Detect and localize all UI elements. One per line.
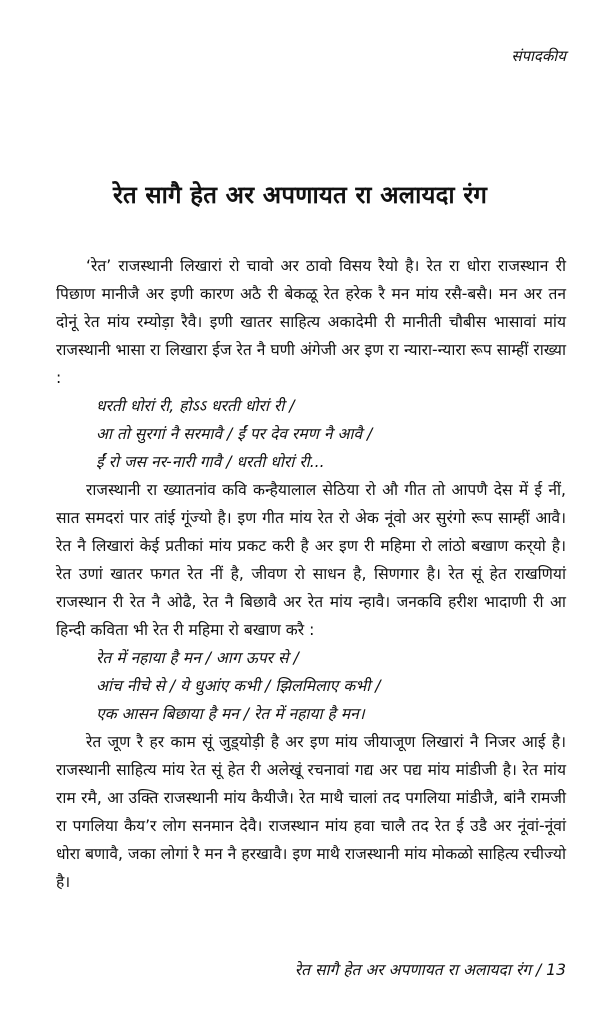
verse-line: एक आसन बिछाया है मन / रेत में नहाया है मन। [96, 705, 365, 723]
verse-line: आंच नीचे से / ये धुआंए कभी / झिलमिलाए कभी / [96, 677, 381, 695]
page-footer: रेत सागै हेत अर अपणायत रा अलायदा रंग / 13 [294, 961, 566, 979]
paragraph-2: राजस्थानी रा ख्यातनांव कवि कन्हैयालाल सेठिया रो औ गीत तो आपणै देस में ई नीं, सात समदरां पार तांई गूंज्यो है। इण गीत मांय रेत रो अेक नूंवो अर सुरंगो रूप साम्हीं आवै। रेत नै लिखारां केई प्रतीकां मांय प्रकट करी है अर इण री महिमा रो लांठो बखाण कर्‌यो है। रेत उणां खातर फगत रेत नीं है, जीवण रो साधन है, सिणगार है। रेत सूं हेत राखणियां राजस्थान री रेत नै ओढै, रेत नै बिछावै अर रेत मांय न्हावै। जनकवि हरीश भादाणी री आ हिन्दी कविता भी रेत री महिमा रो बखाण करै : [56, 481, 566, 639]
verse-block-2 [56, 644, 566, 728]
running-head: संपादकीय [511, 47, 566, 65]
article-body [56, 252, 566, 896]
verse-line: धरती धोरां री, होऽऽ धरती धोरां री / [96, 397, 295, 415]
page-title: रेत सागै हेत अर अपणायत रा अलायदा रंग [112, 181, 488, 209]
verse-line: रेत में नहाया है मन / आग ऊपर से / [96, 649, 299, 667]
paragraph-1: ‘रेत’ राजस्थानी लिखारां रो चावो अर ठावो विसय रैयो है। रेत रा धोरा राजस्थान री पिछाण मानीजै अर इणी कारण अठै री बेकळू रेत हरेक रै मन मांय रसै-बसै। मन अर तन दोनूं रेत मांय रम्योड़ा रैवै। इणी खातर साहित्य अकादेमी री मानीती चौबीस भासावां मांय राजस्थानी भासा रा लिखारा ईज रेत नै घणी अंगेजी अर इण रा न्यारा-न्यारा रूप साम्हीं राख्या : [56, 257, 566, 387]
verse-block-1 [56, 392, 566, 476]
verse-line: ईं रो जस नर-नारी गावै / धरती धोरां री... [96, 453, 325, 471]
verse-line: आ तो सुरगां नै सरमावै / ईं पर देव रमण नै आवै / [96, 425, 373, 443]
paragraph-3: रेत जूण रै हर काम सूं जुड़्योड़ी है अर इण मांय जीयाजूण लिखारां नै निजर आई है। राजस्थानी साहित्य मांय रेत सूं हेत री अलेखूं रचनावां गद्य अर पद्य मांय मांडीजी है। रेत मांय राम रमै, आ उक्ति राजस्थानी मांय कैयीजै। रेत माथै चालां तद पगलिया मांडीजै, बांनै रामजी रा पगलिया कैय’र लोग सनमान देवै। राजस्थान मांय हवा चालै तद रेत ई उडै अर नूंवां-नूंवां धोरा बणावै, जका लोगां रै मन नै हरखावै। इण माथै राजस्थानी मांय मोकळो साहित्य रचीज्यो है। [56, 733, 566, 891]
